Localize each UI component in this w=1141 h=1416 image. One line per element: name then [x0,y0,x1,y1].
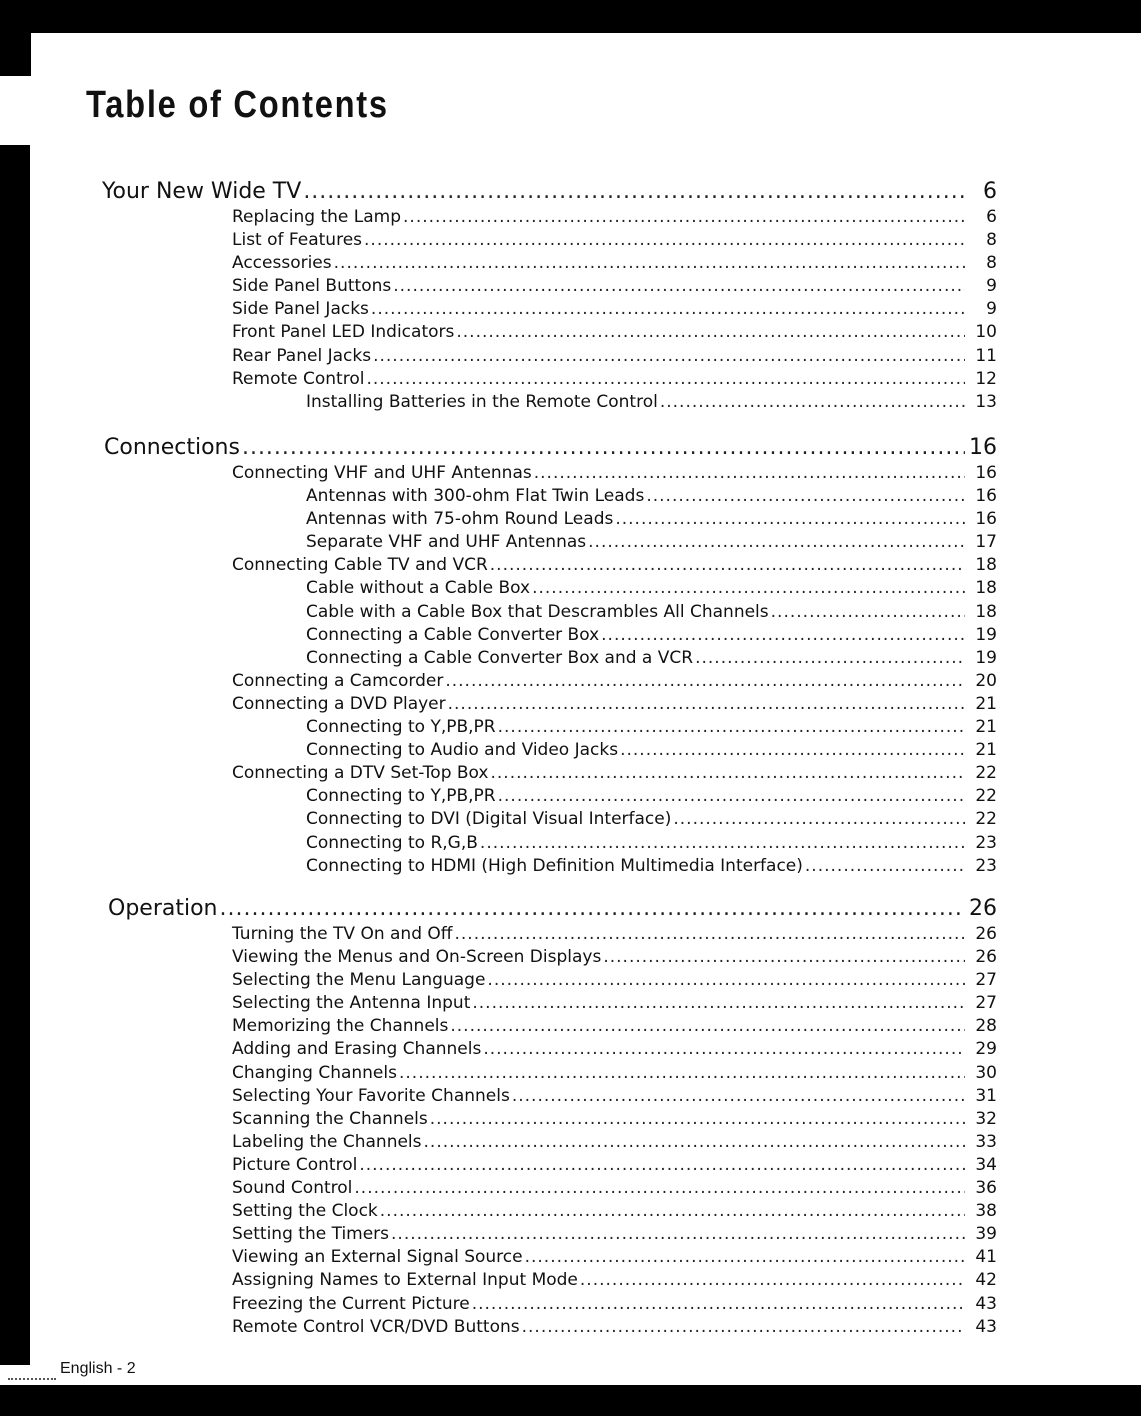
toc-section-heading[interactable] [0,434,1141,462]
toc-page-number: 18 [975,601,997,622]
dot-leader [805,855,965,878]
toc-entry-title: Connecting a DTV Set-Top Box [232,763,489,784]
toc-entry[interactable] [0,693,1141,716]
toc-entry-title: Connecting to HDMI (High Definition Multimedia Interface) [306,855,803,876]
toc-entry-title: Antennas with 300-ohm Flat Twin Leads [306,486,645,507]
toc-page-number: 9 [986,276,997,297]
toc-entry-title: Freezing the Current Picture [232,1293,470,1314]
toc-entry-title: Viewing an External Signal Source [232,1247,523,1268]
toc-page-number: 36 [975,1178,997,1199]
dot-leader [673,808,965,831]
dot-leader [498,785,965,808]
toc-page-number: 16 [975,509,997,530]
toc-entry-title: Viewing the Menus and On-Screen Displays [232,947,602,968]
toc-page-number: 26 [969,896,997,921]
toc-page-number: 28 [975,1016,997,1037]
toc-entry[interactable] [0,808,1141,831]
footer-mark [8,1366,56,1380]
dot-leader [771,601,965,624]
left-tab-mark [0,0,31,76]
toc-entry-title: Front Panel LED Indicators [232,322,455,343]
toc-entry-title: Operation [108,896,218,921]
dot-leader [525,1246,965,1269]
toc-entry[interactable] [0,647,1141,670]
toc-page-number: 18 [975,578,997,599]
toc-entry-title: Side Panel Jacks [232,299,369,320]
toc-entry-title: Turning the TV On and Off [232,924,453,944]
dot-leader [660,391,965,414]
toc-page-number: 8 [986,230,997,251]
toc-entry[interactable] [0,855,1141,878]
toc-page-number: 32 [975,1108,997,1129]
toc-page-number: 6 [983,179,997,204]
toc-page-number: 38 [975,1201,997,1222]
toc-page-number: 13 [975,391,997,412]
toc-entry[interactable] [0,1085,1141,1108]
toc-page-number: 26 [975,924,997,944]
toc-entry-title: Installing Batteries in the Remote Control [306,391,658,412]
toc-page-number: 41 [975,1247,997,1268]
dot-leader [242,434,965,462]
toc-entry-title: Connecting to Y,PB,PR [306,786,496,807]
toc-page-number: 26 [975,947,997,968]
toc-page-number: 9 [986,299,997,320]
toc-entry-title: Assigning Names to External Input Mode [232,1270,578,1291]
toc-page-number: 16 [969,435,997,460]
toc-page-number: 42 [975,1270,997,1291]
toc-entry[interactable] [0,345,1141,368]
dot-leader [354,1177,965,1200]
toc-page-number: 17 [975,532,997,553]
toc-entry[interactable] [0,992,1141,1015]
dot-leader [603,946,965,969]
toc-entry[interactable] [0,739,1141,762]
toc-entry[interactable] [0,275,1141,298]
toc-entry[interactable] [0,785,1141,808]
toc-entry[interactable] [0,624,1141,647]
toc-entry[interactable] [0,1316,1141,1339]
toc-page-number: 21 [975,717,997,738]
toc-entry[interactable] [0,391,1141,414]
dot-leader [532,577,965,600]
toc-entry[interactable] [0,298,1141,321]
toc-section-connections [0,434,1141,878]
toc-page-number: 16 [975,463,997,483]
toc-entry-title: Rear Panel Jacks [232,345,372,366]
dot-leader [403,206,965,229]
toc-entry[interactable] [0,1154,1141,1177]
toc-entry-title: Selecting the Menu Language [232,970,486,991]
dot-leader [359,1154,965,1177]
dot-leader [512,1085,965,1108]
toc-page-number: 27 [975,970,997,991]
dot-leader [615,508,965,531]
toc-page-number: 12 [975,368,997,389]
bottom-border-bar [0,1385,1141,1416]
toc-entry[interactable] [0,531,1141,554]
dot-leader [472,992,965,1015]
dot-leader [450,1015,965,1038]
toc-entry[interactable] [0,1131,1141,1154]
dot-leader [620,739,965,762]
toc-page-number: 21 [975,740,997,761]
toc-page-number: 23 [975,832,997,853]
toc-entry[interactable] [0,923,1141,946]
dot-leader [491,762,966,785]
toc-entry[interactable] [0,1062,1141,1085]
toc-entry-title: Connecting a DVD Player [232,693,446,714]
toc-entry-title: Selecting Your Favorite Channels [232,1085,510,1106]
toc-entry-title: Your New Wide TV [102,179,302,204]
toc-page-number: 19 [975,647,997,668]
dot-leader [695,647,965,670]
toc-page-number: 16 [975,486,997,507]
toc-entry[interactable] [0,1223,1141,1246]
toc-page-number: 39 [975,1224,997,1245]
dot-leader [483,1038,965,1061]
toc-section-heading[interactable] [0,895,1141,923]
toc-entry-title: Connecting to R,G,B [306,832,478,853]
toc-entry-title: Setting the Clock [232,1201,378,1222]
dot-leader [424,1131,965,1154]
dot-leader [472,1293,965,1316]
dot-leader [601,624,965,647]
toc-entry-title: List of Features [232,230,363,251]
dot-leader [580,1269,965,1292]
toc-entry-title: Memorizing the Channels [232,1016,449,1037]
toc-entry-title: Connecting to DVI (Digital Visual Interface) [306,809,672,830]
toc-entry[interactable] [0,1038,1141,1061]
dot-leader [455,923,966,946]
dot-leader [498,716,965,739]
dot-leader [303,178,965,206]
toc-section-heading[interactable] [0,178,1141,206]
toc-entry[interactable] [0,462,1141,485]
toc-entry-title: Scanning the Channels [232,1108,428,1129]
toc-section-operation [0,895,1141,1339]
toc-entry[interactable] [0,1200,1141,1223]
toc-entry-title: Connections [104,435,240,460]
toc-entry-title: Side Panel Buttons [232,276,392,297]
toc-page-number: 19 [975,624,997,645]
toc-entry-title: Connecting to Y,PB,PR [306,717,496,738]
toc-page-number: 29 [975,1039,997,1060]
toc-entry-title: Changing Channels [232,1062,397,1083]
toc-section-your-new-wide-tv [0,178,1141,414]
toc-entry-title: Cable with a Cable Box that Descrambles All Channels [306,601,769,622]
toc-entry[interactable] [0,601,1141,624]
toc-page-number: 23 [975,855,997,876]
toc-page-number: 6 [986,207,997,227]
dot-leader [445,670,965,693]
dot-leader [456,321,965,344]
dot-leader [448,693,965,716]
toc-entry[interactable] [0,1246,1141,1269]
top-border-bar [0,0,1141,33]
toc-entry[interactable] [0,1269,1141,1292]
toc-entry[interactable] [0,229,1141,252]
toc-page-number: 22 [975,809,997,830]
toc-entry[interactable] [0,716,1141,739]
toc-page-number: 20 [975,670,997,691]
toc-entry[interactable] [0,1108,1141,1131]
toc-page-number: 30 [975,1062,997,1083]
page-number-footer: English - 2 [60,1360,136,1377]
dot-leader [334,252,965,275]
dot-leader [522,1316,965,1339]
toc-page-number: 27 [975,993,997,1014]
dot-leader [399,1062,965,1085]
dot-leader [487,969,965,992]
dot-leader [364,229,965,252]
page-title: Table of Contents [86,84,389,126]
dot-leader [371,298,965,321]
toc-entry[interactable] [0,206,1141,229]
toc-entry-title: Sound Control [232,1178,353,1199]
dot-leader [366,368,965,391]
toc-page-number: 21 [975,693,997,714]
toc-page-number: 22 [975,763,997,784]
toc-entry-title: Replacing the Lamp [232,207,402,227]
toc-entry[interactable] [0,1177,1141,1200]
toc-page-number: 10 [975,322,997,343]
toc-page-number: 43 [975,1316,997,1337]
toc-entry[interactable] [0,508,1141,531]
toc-entry[interactable] [0,762,1141,785]
toc-entry-title: Remote Control [232,368,365,389]
dot-leader [393,275,965,298]
toc-page-number: 8 [986,253,997,274]
toc-entry[interactable] [0,485,1141,508]
toc-entry-title: Cable without a Cable Box [306,578,531,599]
toc-entry-title: Selecting the Antenna Input [232,993,471,1014]
toc-entry-title: Setting the Timers [232,1224,390,1245]
toc-page-number: 33 [975,1131,997,1152]
toc-entry-title: Accessories [232,253,332,274]
toc-entry-title: Antennas with 75-ohm Round Leads [306,509,614,530]
toc-entry[interactable] [0,321,1141,344]
toc-entry-title: Adding and Erasing Channels [232,1039,482,1060]
toc-entry[interactable] [0,577,1141,600]
toc-entry[interactable] [0,1015,1141,1038]
dot-leader [646,485,965,508]
toc-page-number: 34 [975,1154,997,1175]
toc-entry[interactable] [0,832,1141,855]
dot-leader [588,531,965,554]
dot-leader [373,345,965,368]
dot-leader [391,1223,965,1246]
toc-entry-title: Picture Control [232,1154,358,1175]
toc-entry[interactable] [0,368,1141,391]
toc-entry-title: Connecting VHF and UHF Antennas [232,463,532,483]
dot-leader [430,1108,965,1131]
toc-entry-title: Connecting a Cable Converter Box and a VCR [306,647,694,668]
dot-leader [534,462,965,485]
toc-entry-title: Connecting Cable TV and VCR [232,555,488,576]
dot-leader [490,554,965,577]
toc-page-number: 18 [975,555,997,576]
toc-entry[interactable] [0,946,1141,969]
toc-entry-title: Connecting a Camcorder [232,670,444,691]
toc-entry[interactable] [0,252,1141,275]
dot-leader [380,1200,965,1223]
toc-page-number: 22 [975,786,997,807]
toc-entry-title: Connecting to Audio and Video Jacks [306,740,619,761]
toc-entry[interactable] [0,670,1141,693]
toc-entry[interactable] [0,1293,1141,1316]
toc-page-number: 11 [975,345,997,366]
toc-entry[interactable] [0,554,1141,577]
toc-entry[interactable] [0,969,1141,992]
toc-entry-title: Labeling the Channels [232,1131,422,1152]
toc-page-number: 43 [975,1293,997,1314]
toc-entry-title: Connecting a Cable Converter Box [306,624,600,645]
dot-leader [219,895,965,923]
dot-leader [480,832,965,855]
toc-entry-title: Separate VHF and UHF Antennas [306,532,587,553]
toc-page-number: 31 [975,1085,997,1106]
toc-entry-title: Remote Control VCR/DVD Buttons [232,1316,520,1337]
